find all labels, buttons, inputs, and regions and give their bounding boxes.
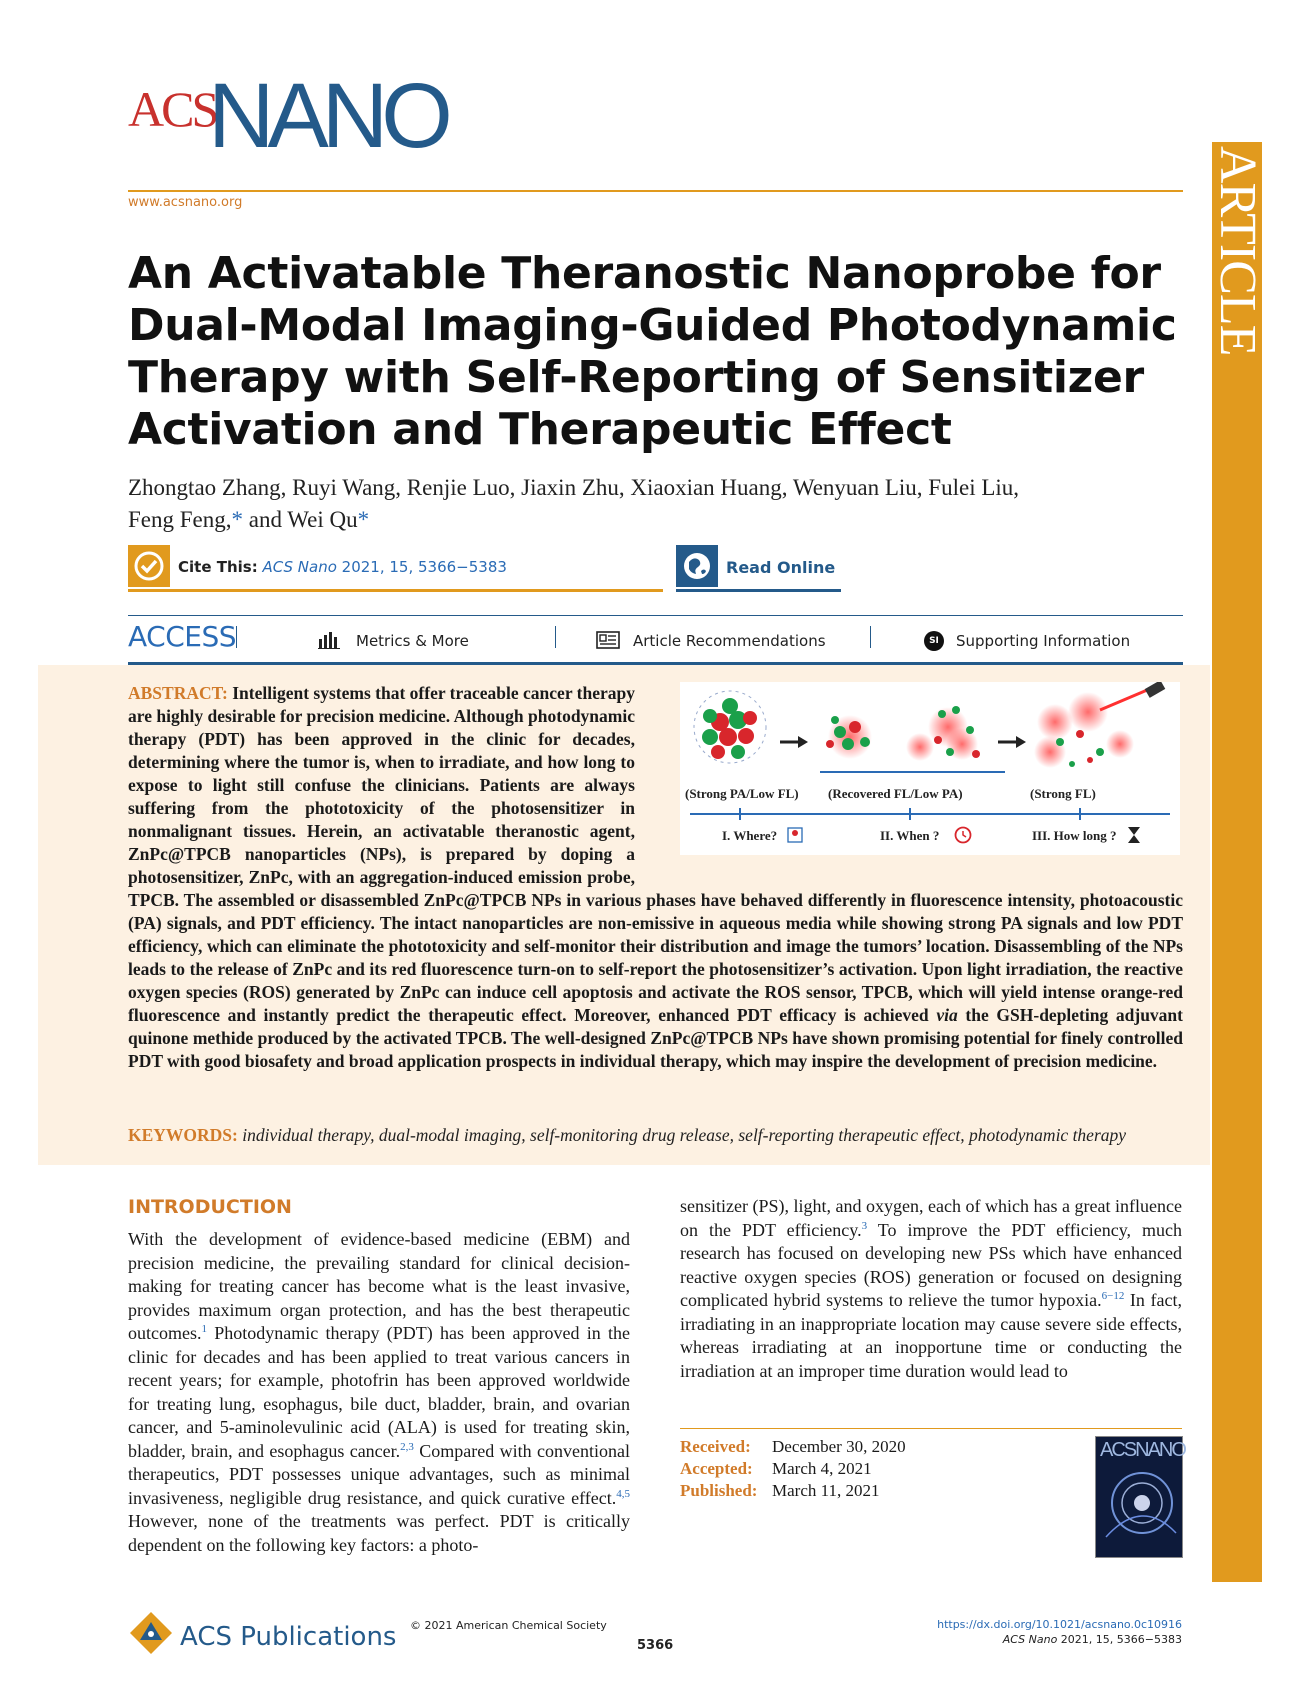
article-recommendations-icon xyxy=(596,631,620,653)
intro-column-2 xyxy=(680,1195,1182,1383)
toc-label-3: (Strong FL) xyxy=(1030,786,1096,801)
corresponding-star[interactable]: * xyxy=(357,507,370,532)
citation-ref[interactable]: 4,5 xyxy=(616,1487,630,1500)
published-label: Published: xyxy=(680,1481,758,1500)
keywords-label: KEYWORDS: xyxy=(128,1125,238,1145)
globe-icon xyxy=(676,545,718,587)
cite-journal[interactable]: ACS Nano xyxy=(262,558,337,576)
access-separator xyxy=(236,626,237,648)
toc-illustration xyxy=(680,682,1180,855)
read-online-label[interactable]: Read Online xyxy=(726,558,836,577)
intro-text: In fact, irradiating in an inappropriate location may cause severe side effects, whereas irradiating at an inopportune time or conducting the irradiation at an improper time duration would lead to xyxy=(680,1290,1182,1381)
citation-ref[interactable]: 3 xyxy=(861,1219,868,1232)
acs-hexagon-icon xyxy=(128,1610,174,1656)
toc-label-1: (Strong PA/Low FL) xyxy=(685,786,799,801)
abstract-label: ABSTRACT: xyxy=(128,683,228,703)
access-label: ACCESS xyxy=(128,620,237,653)
toc-label-2: (Recovered FL/Low PA) xyxy=(828,786,963,801)
intro-text: Compared with conventional therapeutics, PDT possesses unique advantages, such as minimal invasiveness, negligible drug resistance, and quick curative effect. xyxy=(128,1440,630,1508)
authors-line-2b: and Wei Qu xyxy=(243,507,358,532)
intro-text: With the development of evidence-based medicine (EBM) and precision medicine, the prevailing standard for clinical decision-making for treating cancer has become what is the least invasive, provides maximum organ protection, and has the best therapeutic outcomes. xyxy=(128,1229,630,1343)
copyright: © 2021 American Chemical Society xyxy=(410,1619,607,1632)
published-value: March 11, 2021 xyxy=(772,1481,880,1500)
keywords-value: individual therapy, dual-modal imaging, self-monitoring drug release, self-reporting therapeutic effect, photodynamic therapy xyxy=(237,1125,1127,1145)
authors-line-2a: Feng Feng, xyxy=(128,507,232,532)
footer-ref: 2021, 15, 5366−5383 xyxy=(1057,1633,1182,1646)
access-bar-top-line xyxy=(128,615,1183,616)
logo-nano: NANO xyxy=(208,65,446,167)
toc-question-3: III. How long ? xyxy=(1032,828,1117,843)
supporting-information-link[interactable]: Supporting Information xyxy=(956,632,1131,650)
journal-reference xyxy=(890,1633,1182,1646)
corresponding-star[interactable]: * xyxy=(231,507,243,532)
introduction-heading: INTRODUCTION xyxy=(128,1196,292,1218)
received-value: December 30, 2020 xyxy=(772,1437,906,1456)
abstract-body: Intelligent systems that offer traceable cancer therapy are highly desirable for precision medicine. Although photodynamic therapy (PDT) has been approved in the clinic for decades, determining where the tumor is, when to irradiate, and how long to expose to light still confuse the clinicians. Patients are always suffering from the phototoxicity of the photosensitizer in nonmalignant tissues. Herein, an activatable theranostic agent, ZnPc@TPCB nanoparticles (NPs), is prepared by doping a photosensitizer, ZnPc, with an aggregation-induced emission probe, TPCB. The assembled or disassembled ZnPc@TPCB NPs in various phases have behaved differently in fluorescence intensity, photoacoustic (PA) signals, and PDT efficiency. The intact nanoparticles are non-emissive in aqueous media while showing strong PA signals and low PDT efficiency, which can eliminate the phototoxicity and self-monitor their distribution and image the tumors’ location. Disassembling of the NPs leads to the release of ZnPc and its red fluorescence turn-on to self-report the photosensitizer’s activation. Upon light irradiation, the reactive oxygen species (ROS) generated by ZnPc can induce cell apoptosis and activate the ROS sensor, TPCB, which will yield intense orange-red fluorescence and instantly predict the therapeutic effect. Moreover, enhanced PDT efficacy is achieved xyxy=(128,683,1183,1025)
side-tab-label: ARTICLE xyxy=(1209,146,1266,356)
cite-ref[interactable]: 2021, 15, 5366−5383 xyxy=(336,558,507,576)
article-side-tab xyxy=(1209,142,1266,1582)
authors-line-1: Zhongtao Zhang, Ruyi Wang, Renjie Luo, Jiaxin Zhu, Xiaoxian Huang, Wenyuan Liu, Fulei Liu, xyxy=(128,475,1020,500)
received-date xyxy=(680,1437,906,1457)
header-divider xyxy=(128,190,1183,192)
cover-mini-logo: ACSNANO xyxy=(1100,1439,1185,1461)
abstract-via: via xyxy=(936,1005,958,1025)
journal-logo xyxy=(128,65,488,167)
published-date xyxy=(680,1481,880,1501)
accepted-label: Accepted: xyxy=(680,1459,753,1478)
citation-ref[interactable]: 6−12 xyxy=(1101,1290,1125,1302)
intro-text: To improve the PDT efficiency, much research has focused on developing new PSs which have enhanced reactive oxygen species (ROS) generation or focused on designing complicated hybrid systems to relieve the tumor hypoxia. xyxy=(680,1219,1182,1310)
journal-cover-thumbnail[interactable] xyxy=(1095,1436,1183,1558)
access-separator xyxy=(555,626,556,648)
article-title: An Activatable Theranostic Nanoprobe for Dual-Modal Imaging-Guided Photodynamic Therapy with Self-Reporting of Sensitizer Activation and Therapeutic Effect xyxy=(128,248,1177,455)
citation-ref[interactable]: 1 xyxy=(201,1323,207,1335)
toc-graphic xyxy=(680,682,1180,855)
toc-question-2: II. When ? xyxy=(880,828,940,843)
toc-question-1: I. Where? xyxy=(722,828,778,843)
accepted-value: March 4, 2021 xyxy=(772,1459,872,1478)
citation-ref[interactable]: 2,3 xyxy=(400,1440,414,1453)
intro-text: sensitizer (PS), light, and oxygen, each of which has a great influence on the PDT efficiency. xyxy=(680,1196,1182,1240)
intro-text: However, none of the treatments was perfect. PDT is critically dependent on the following key factors: a photo- xyxy=(128,1511,630,1555)
checkmark-icon xyxy=(128,545,170,587)
footer-journal: ACS Nano xyxy=(1002,1633,1058,1646)
acs-publications-logo[interactable] xyxy=(128,1610,397,1660)
cite-label: Cite This: xyxy=(178,558,258,576)
intro-text: Photodynamic therapy (PDT) has been approved in the clinic for decades and has been applied to treat various cancers in recent years; for example, photofrin has been approved worldwide for treating lung, esophagus, bile duct, bladder, brain, and ovarian cancer, and 5-aminolevulinic acid (ALA) is used for treating skin, bladder, brain, and esophagus cancer. xyxy=(128,1323,630,1461)
doi-link[interactable]: https://dx.doi.org/10.1021/acsnano.0c10916 xyxy=(937,1618,1182,1631)
access-separator xyxy=(870,626,871,648)
abstract-body-end: the GSH-depleting adjuvant quinone methide produced by the activated TPCB. The well-designed ZnPc@TPCB NPs have shown promising potential for finely controlled PDT with good biosafety and broad application prospects in individual therapy, which may inspire the development of precision medicine. xyxy=(128,1005,1183,1071)
supporting-info-icon: SI xyxy=(924,631,944,651)
cite-text xyxy=(178,558,507,576)
bar-chart-icon xyxy=(318,631,340,653)
page-number: 5366 xyxy=(637,1638,674,1653)
article-recommendations-link[interactable]: Article Recommendations xyxy=(633,632,826,650)
received-label: Received: xyxy=(680,1437,751,1456)
keywords xyxy=(128,1125,1188,1146)
metrics-more-link[interactable]: Metrics & More xyxy=(356,632,469,650)
journal-url[interactable]: www.acsnano.org xyxy=(128,195,243,210)
logo-acs: ACS xyxy=(128,81,217,137)
intro-column-1 xyxy=(128,1228,630,1557)
history-divider xyxy=(680,1428,1182,1429)
acs-publications-text: ACS Publications xyxy=(180,1622,397,1652)
accepted-date xyxy=(680,1459,872,1479)
author-list xyxy=(128,472,1188,536)
